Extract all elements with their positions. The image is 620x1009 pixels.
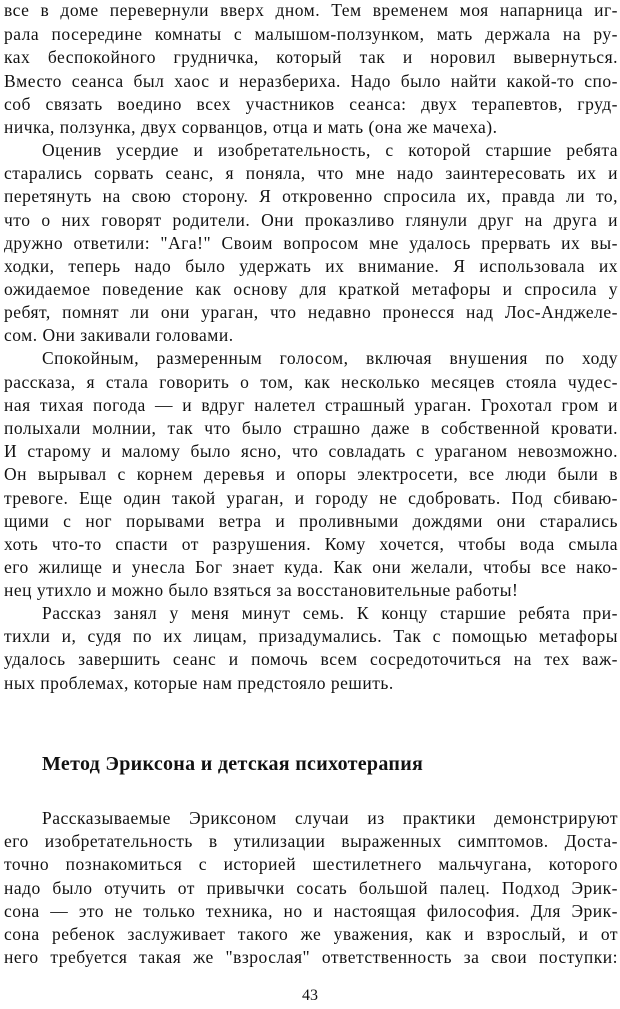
text-line: точно познакомиться с историей шестилетнего мальчугана, которого (4, 854, 618, 874)
text-line: щими с ног порывами ветра и проливными дождями они старались (4, 511, 618, 531)
text-line: Вместо сеанса был хаос и неразбериха. Надо было найти какой-то спо- (4, 71, 618, 91)
text-line: сона — это не только техника, но и настоящая философия. Для Эрик- (4, 901, 618, 921)
text-line: ная тихая погода — и вдруг налетел страшный ураган. Грохотал гром и (4, 395, 618, 415)
text-line: рассказа, я стала говорить о том, как несколько месяцев стояла чудес- (4, 372, 618, 392)
text-line: удалось завершить сеанс и помочь всем сосредоточиться на тех важ- (4, 649, 618, 669)
text-line: тихли и, судя по их лицам, призадумались. Так с помощью метафоры (4, 626, 618, 646)
text-line: Он вырывал с корнем деревья и опоры электросети, все люди были в (4, 464, 618, 484)
text-line: его жилище и унесла Бог знает куда. Как они желали, чтобы все нако- (4, 557, 618, 577)
text-line: перетянуть на свою сторону. Я откровенно спросила их, правда ли то, (4, 186, 618, 206)
text-line: ребят, помнят ли они ураган, что недавно пронесся над Лос-Анджеле- (4, 302, 618, 322)
text-line: Рассказываемые Эриксоном случаи из практики демонстрируют (42, 808, 618, 828)
text-line: сом. Они закивали головами. (4, 325, 234, 345)
text-line: Спокойным, размеренным голосом, включая внушения по ходу (42, 348, 618, 368)
text-line: соб связать воедино всех участников сеанса: двух терапевтов, груд- (4, 94, 618, 114)
text-line: ходки, теперь надо было удержать их внимание. Я использовала их (4, 256, 618, 276)
text-line: сона ребенок заслуживает такого же уважения, как и взрослый, и от (4, 924, 618, 944)
text-line: И старому и малому было ясно, что совладать с ураганом невозможно. (4, 441, 618, 461)
text-line: надо было отучить от привычки сосать большой палец. Подход Эрик- (4, 878, 618, 898)
text-line: дружно ответили: "Ага!" Своим вопросом мне удалось прервать их вы- (4, 233, 618, 253)
section-heading: Метод Эриксона и детская психотерапия (42, 753, 424, 775)
text-line: Рассказ занял у меня минут семь. К концу старшие ребята при- (42, 603, 618, 623)
text-line: хоть что-то спасти от разрушения. Кому хочется, чтобы вода смыла (4, 534, 618, 554)
text-line: ничка, ползунка, двух сорванцов, отца и мать (она же мачеха). (4, 117, 498, 137)
text-line: ожидаемое поведение как основу для краткой метафоры и спросила у (4, 279, 618, 299)
page-number: 43 (302, 987, 318, 1004)
text-line: него требуется такая же "взрослая" ответственность за свои поступки: (4, 947, 618, 967)
text-line: его изобретательность в утилизации выраженных симптомов. Доста- (4, 831, 618, 851)
text-line: Оценив усердие и изобретательность, с которой старшие ребята (42, 140, 618, 160)
text-line: полыхали молнии, так что было страшно даже в собственной кровати. (4, 418, 618, 438)
text-line: что о них говорят родители. Они проказливо глянули друг на друга и (4, 210, 618, 230)
text-line: нец утихло и можно было взяться за восстановительные работы! (4, 580, 519, 600)
text-line: ках беспокойного грудничка, который так и норовил вывернуться. (4, 47, 618, 67)
text-line: рала посередине комнаты с малышом-ползунком, мать держала на ру- (4, 24, 618, 44)
text-line: ных проблемах, которые нам предстояло решить. (4, 673, 394, 693)
text-line: все в доме перевернули вверх дном. Тем временем моя напарница иг- (4, 0, 618, 20)
text-line: тревоге. Еще один такой ураган, и городу не сдобровать. Под сбиваю- (4, 488, 618, 508)
text-line: старались сорвать сеанс, я поняла, что мне надо заинтересовать их и (4, 163, 618, 183)
